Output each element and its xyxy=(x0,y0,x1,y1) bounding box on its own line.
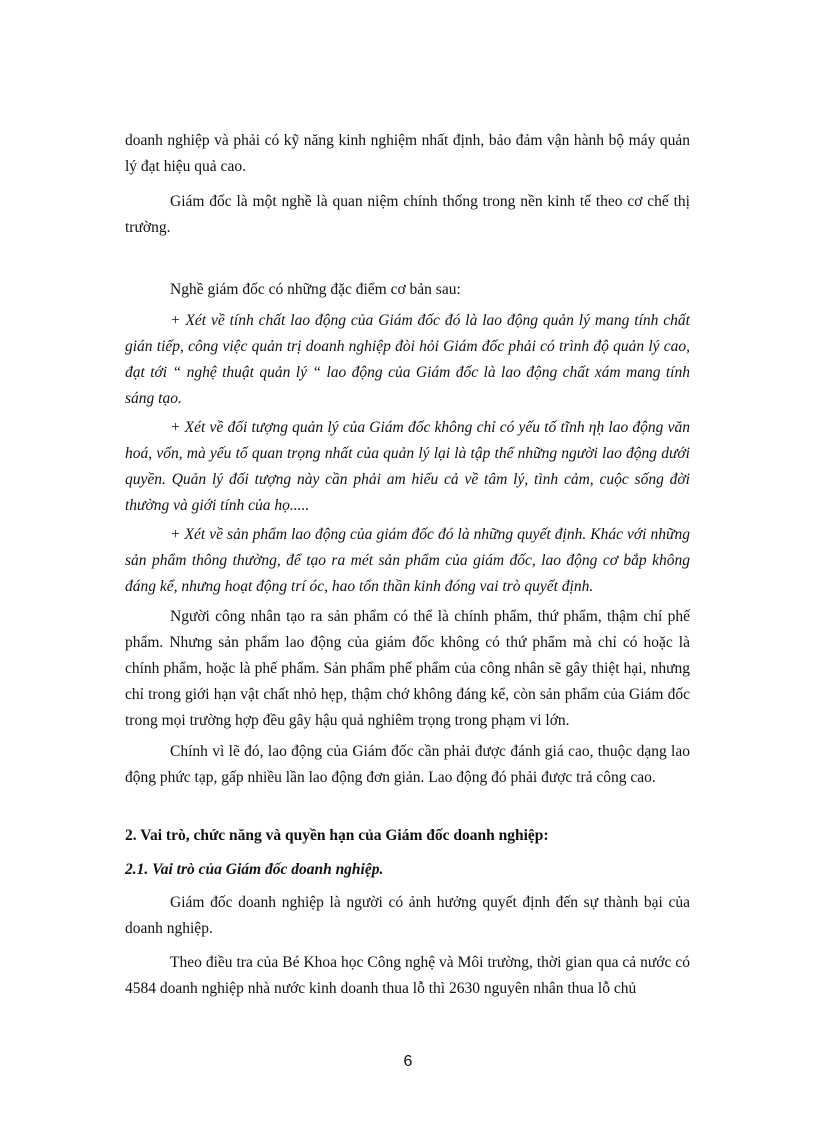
paragraph-intro-continuation: doanh nghiệp và phải có kỹ năng kinh nghiệm nhất định, bảo đảm vận hành bộ máy quản lý đạt hiệu quả cao. xyxy=(125,132,690,175)
paragraph-labor-product: + Xét về sản phẩm lao động của giám đốc đó là những quyết định. Khác với những sản phẩm thông thường, để tạo ra mét sản phẩm của giám đốc, lao động cơ bắp không đáng kể, nhưng hoạt động trí óc, hao tổn thần kinh đóng vai trò quyết định. xyxy=(125,526,690,595)
section-heading-2: 2. Vai trò, chức năng và quyền hạn của Giám đốc doanh nghiệp: xyxy=(125,827,549,844)
paragraph-management-object: + Xét về đối tượng quản lý của Giám đốc không chỉ có yếu tố tĩnh ηḥ lao động văn hoá, vốn, mà yếu tố quan trọng nhất của quản lý lại là tập thể những người lao động dưới quyền. Quản lý đối tượng này cần phải am hiểu cả về tâm lý, tình cảm, cuộc sống đời thường và giới tính của họ..... xyxy=(125,419,690,514)
paragraph-director-profession: Giám đốc là một nghề là quan niệm chính thống trong nền kinh tế theo cơ chế thị trường. xyxy=(125,193,690,236)
page-number: 6 xyxy=(403,1053,413,1070)
paragraph-labor-valuation: Chính vì lẽ đó, lao động của Giám đốc cần phải được đánh giá cao, thuộc dạng lao động phức tạp, gấp nhiều lần lao động đơn giản. Lao động đó phải được trả công cao. xyxy=(125,743,690,786)
paragraph-labor-nature: + Xét về tính chất lao động của Giám đốc đó là lao động quản lý mang tính chất gián tiếp, công việc quản trị doanh nghiệp đòi hỏi Giám đốc phải có trình độ quản lý cao, đạt tới “ nghệ thuật quản lý “ lao động của Giám đốc là lao động chất xám mang tính sáng tạo. xyxy=(125,312,690,407)
paragraph-worker-products: Người công nhân tạo ra sản phẩm có thể là chính phẩm, thứ phẩm, thậm chí phế phẩm. Nhưng sản phẩm lao động của giám đốc không có thứ phẩm mà chỉ có hoặc là chính phẩm, hoặc là phế phẩm. Sản phẩm phế phẩm của công nhân sẽ gây thiệt hại, nhưng chỉ trong giới hạn vật chất nhỏ hẹp, thậm chớ không đáng kể, còn sản phẩm của Giám đốc trong mọi trường hợp đều gây hậu quả nghiêm trọng trong phạm vi lớn. xyxy=(125,608,690,729)
paragraph-director-role: Giám đốc doanh nghiệp là người có ảnh hưởng quyết định đến sự thành bại của doanh nghiệp. xyxy=(125,894,690,937)
paragraph-characteristics-intro: Nghề giám đốc có những đặc điểm cơ bản sau: xyxy=(170,281,461,298)
paragraph-survey: Theo điều tra của Bé Khoa học Công nghệ và Môi trường, thời gian qua cả nước có 4584 doanh nghiệp nhà nước kinh doanh thua lỗ thì 2630 nguyên nhân thua lỗ chủ xyxy=(125,954,690,997)
subsection-heading-2-1: 2.1. Vai trò của Giám đốc doanh nghiệp. xyxy=(125,861,384,878)
